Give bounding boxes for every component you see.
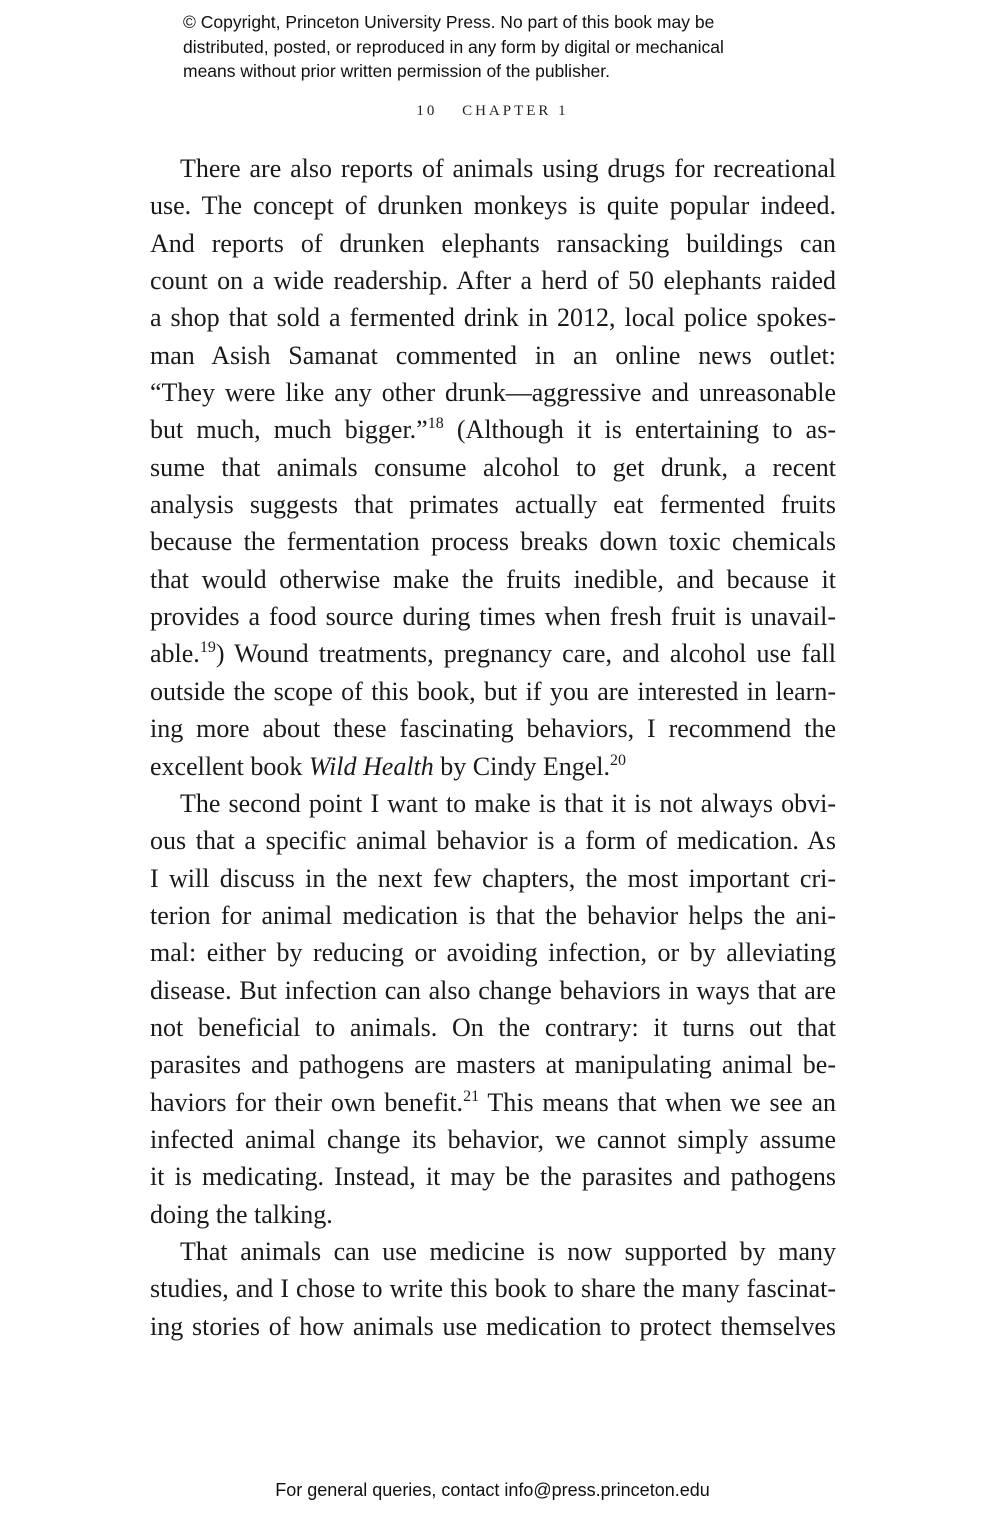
text-line: use. The concept of drunken monkeys is quite popular indeed. bbox=[150, 191, 836, 221]
footnote-ref-20: 20 bbox=[610, 751, 626, 769]
text-line bbox=[150, 748, 836, 785]
text-segment: (Although it is entertaining to as- bbox=[443, 415, 837, 445]
text-line: parasites and pathogens are masters at manipulating animal be- bbox=[150, 1050, 836, 1080]
running-head bbox=[0, 103, 985, 120]
text-segment: by Cindy Engel. bbox=[433, 751, 610, 781]
text-segment: excellent book bbox=[150, 751, 309, 781]
text-line bbox=[150, 411, 836, 448]
text-line: sume that animals consume alcohol to get drunk, a recent bbox=[150, 452, 836, 482]
book-title: Wild Health bbox=[308, 751, 434, 781]
text-line: ous that a specific animal behavior is a form of medication. As bbox=[150, 826, 836, 856]
text-line: because the fermentation process breaks down toxic chemicals bbox=[150, 527, 836, 557]
text-line: analysis suggests that primates actually eat fermented fruits bbox=[150, 490, 836, 520]
text-line: disease. But infection can also change behaviors in ways that are bbox=[150, 975, 836, 1005]
text-line: ing stories of how animals use medication to protect themselves bbox=[150, 1311, 836, 1341]
text-line: not beneficial to animals. On the contrary: it turns out that bbox=[150, 1012, 836, 1042]
text-line: That animals can use medicine is now supported by many bbox=[180, 1236, 836, 1266]
footer-contact: For general queries, contact info@press.princeton.edu bbox=[275, 1480, 710, 1500]
footnote-ref-19: 19 bbox=[199, 639, 216, 657]
copyright-line: distributed, posted, or reproduced in any form by digital or mechanical bbox=[183, 36, 724, 57]
text-line bbox=[150, 635, 836, 672]
body-text bbox=[150, 150, 836, 1345]
text-line: doing the talking. bbox=[150, 1199, 333, 1229]
text-segment: but much, much bigger.” bbox=[150, 415, 428, 445]
text-line: “They were like any other drunk—aggressive and unreasonable bbox=[150, 378, 836, 408]
text-segment: haviors for their own benefit. bbox=[150, 1087, 464, 1117]
text-line: terion for animal medication is that the behavior helps the ani- bbox=[150, 900, 836, 930]
copyright-line: © Copyright, Princeton University Press. No part of this book may be bbox=[183, 12, 715, 32]
text-segment: ) Wound treatments, pregnancy care, and alcohol use fall bbox=[215, 639, 836, 669]
footnote-ref-21: 21 bbox=[463, 1087, 480, 1105]
copyright-line: means without prior written permission of the publisher. bbox=[183, 61, 611, 81]
text-line: mal: either by reducing or avoiding infection, or by alleviating bbox=[150, 938, 836, 968]
text-line: ing more about these fascinating behaviors, I recommend the bbox=[150, 714, 836, 744]
text-line: The second point I want to make is that it is not always obvi- bbox=[180, 788, 836, 818]
text-line: it is medicating. Instead, it may be the parasites and pathogens bbox=[150, 1162, 836, 1192]
text-line: There are also reports of animals using drugs for recreational bbox=[180, 154, 836, 183]
text-line bbox=[150, 1084, 836, 1121]
copyright-notice bbox=[183, 10, 883, 84]
text-line: outside the scope of this book, but if you are interested in learn- bbox=[150, 676, 836, 706]
text-line: studies, and I chose to write this book to share the many fascinat- bbox=[150, 1274, 836, 1304]
footnote-ref-18: 18 bbox=[427, 415, 444, 433]
chapter-label: CHAPTER 1 bbox=[462, 103, 569, 119]
text-line: I will discuss in the next few chapters, the most important cri- bbox=[150, 863, 836, 893]
text-line: that would otherwise make the fruits inedible, and because it bbox=[150, 564, 836, 594]
text-line: And reports of drunken elephants ransacking buildings can bbox=[150, 228, 836, 258]
text-line: man Asish Samanat commented in an online news outlet: bbox=[150, 340, 836, 370]
page-number: 10 bbox=[416, 103, 438, 119]
text-line: provides a food source during times when fresh fruit is unavail- bbox=[150, 602, 836, 632]
text-line: infected animal change its behavior, we cannot simply assume bbox=[150, 1124, 836, 1154]
text-line: a shop that sold a fermented drink in 2012, local police spokes- bbox=[150, 303, 836, 333]
text-segment: This means that when we see an bbox=[479, 1087, 836, 1117]
text-segment: able. bbox=[150, 639, 200, 669]
text-line: count on a wide readership. After a herd of 50 elephants raided bbox=[150, 266, 836, 296]
